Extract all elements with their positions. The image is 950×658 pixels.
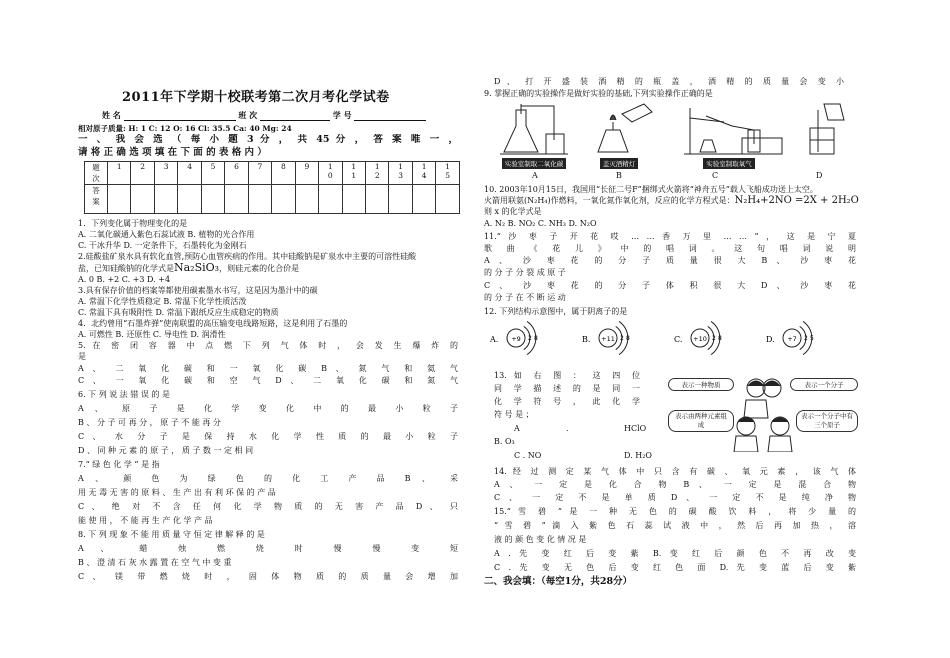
- electron-count: 2: [528, 335, 532, 342]
- question-number-cell: 3: [154, 162, 177, 185]
- class-label: 班 次: [238, 110, 258, 120]
- q13-option-b: B. O₃: [494, 437, 515, 446]
- fig-letter-b: B: [616, 171, 622, 180]
- question-number-cell: 6: [225, 162, 248, 185]
- ion-diagram: [489, 321, 538, 354]
- q8-option-a: A 、 蜡 烛 燃 烧 时 慢 慢 变 短: [78, 544, 458, 553]
- class-blank[interactable]: [260, 111, 330, 121]
- q4-options: A. 可燃性 B. 还原性 C. 导电性 D. 润滑性: [78, 330, 226, 339]
- q10-options: A. N₂ B. NO₂ C. NH₃ D. N₂O: [484, 219, 597, 228]
- question-number-cell: 1 5: [436, 162, 460, 185]
- q4-stem: 4．北约曾用“石墨炸弹”使南联盟的高压输变电线路短路，这是利用了石墨的: [78, 319, 348, 328]
- ion-option-letter: C.: [674, 335, 683, 344]
- q5-stem: 5. 在 密 闭 容 器 中 点 燃 下 列 气 体 时 ， 会 发 生 爆 炸 的: [78, 341, 458, 350]
- nucleus-charge: +9: [511, 335, 521, 343]
- q3-options-cd: C. 常温下具有吸附性 D. 常温下跟纸反应生成稳定的物质: [78, 308, 279, 317]
- question-number-cell: 1 4: [412, 162, 435, 185]
- q13-stem-line2: 同 学 描 述 的 是 同 一: [494, 384, 640, 393]
- electron-count: 2: [804, 335, 808, 342]
- q1-stem: 1．下列变化属于物理变化的是: [78, 219, 188, 228]
- q8-option-c: C 、 镁 带 燃 烧 时 ， 固 体 物 质 的 质 量 会 增 加: [78, 572, 458, 581]
- electron-count: 5: [810, 335, 814, 342]
- q11-stem: 11.“ 沙 枣 子 开 花 哎 … … 香 万 里 … … ” ， 这 是 宁 夏: [484, 232, 856, 241]
- q3-stem: 3.具有保存价值的档案等都使用碳素墨水书写，这是因为墨汁中的碳: [78, 286, 318, 295]
- question-number-cell: 1 0: [319, 162, 342, 185]
- q11-option-cd: C 、 沙 枣 花 的 分 子 体 积 很 大 D 、 沙 枣 花: [484, 281, 856, 290]
- q6-option-d: D 、 同 种 元 素 的 原 子 ， 质 子 数 一 定 相 同: [78, 446, 254, 455]
- q9-figures: [494, 100, 854, 178]
- q9-stem: 9. 掌握正确的实验操作是做好实验的基础,下列实验操作正确的是: [484, 89, 713, 98]
- q13-option-a-dot: .: [566, 424, 569, 433]
- q7-option-d-cont: 能 使 用 ， 不 能 再 生 产 化 学 产 品: [78, 516, 213, 525]
- q13-stem-line4: 符 号 是 ；: [494, 410, 534, 419]
- ion-diagram: [582, 321, 630, 354]
- q13-stem-line3: 化 学 符 号 ， 此 化 学: [494, 397, 640, 406]
- sodium-silicate-formula: Na₂SiO₃: [174, 261, 220, 274]
- q7-option-ab: A 、 颜 色 为 绿 色 的 化 工 产 品 B 、 采: [78, 474, 458, 483]
- student-info: [102, 110, 426, 121]
- electron-count: 2: [620, 335, 624, 342]
- question-number-cell: 1 2: [365, 162, 388, 185]
- apparatus-drawings: [494, 100, 854, 162]
- q10-ask: 则 x 的化学式是: [484, 207, 542, 216]
- electron-count: 8: [718, 335, 722, 342]
- q14-option-cd: C 、 一 定 不 是 单 质 D 、 一 定 不 是 纯 净 物: [494, 493, 856, 502]
- q6-option-c: C 、 水 分 子 是 保 持 水 化 学 性 质 的 最 小 粒 子: [78, 432, 458, 441]
- name-label: 姓 名: [102, 110, 121, 120]
- q13-option-a-formula: HClO: [624, 424, 647, 433]
- question-number-cell: 4: [178, 162, 201, 185]
- section2-heading: 二、我会填：（每空1分，共28分）: [484, 576, 633, 587]
- fig-letter-d: D: [816, 171, 823, 180]
- fig-a-caption: 实验室制取二氧化碳: [502, 158, 567, 169]
- q15-option-cd: C . 先 变 无 色 后 变 红 色 面 D. 先 变 蓝 后 变 紫: [494, 563, 856, 572]
- nucleus-charge: +11: [601, 335, 615, 343]
- q10-stem-line2: 火箭用联氨(N₂H₄)作燃料，一氧化氮作氧化剂，反应的化学方程式是：N₂H₄+2NO =2X + 2H₂O: [484, 195, 859, 206]
- oxygen-apparatus: [684, 108, 782, 154]
- q14-stem: 14. 经 过 测 定 某 气 体 中 只 含 有 碳 、 氧 元 素 ， 该 气 体: [494, 467, 856, 476]
- question-number-cell: 5: [201, 162, 224, 185]
- fig-c: [689, 158, 769, 169]
- q13-option-a: A: [514, 424, 520, 433]
- nucleus-charge: +10: [693, 335, 707, 343]
- q8-option-b: B 、 澄 清 石 灰 水 露 置 在 空 气 中 变 重: [78, 558, 232, 567]
- q13-stem: 13. 如 右 图 ： 这 四 位: [494, 371, 640, 380]
- q6-stem: 6. 下 列 说 法 错 误 的 是: [78, 390, 170, 399]
- q8-stem: 8. 下 列 现 象 不 能 用 质 量 守 恒 定 律 解 释 的 是: [78, 530, 265, 539]
- table-label: 题 次: [85, 162, 108, 185]
- electron-count: 2: [712, 335, 716, 342]
- q15-option-ab: A . 先 变 红 后 变 紫 B. 变 红 后 颜 色 不 再 改 变: [494, 549, 856, 558]
- question-number-cell: 2: [131, 162, 154, 185]
- answer-cell[interactable]: [272, 185, 295, 214]
- q11-option-b-cont: 的 分 子 分 裂 成 原 子: [484, 268, 566, 277]
- q5-options-ab: A 、 二 氧 化 碳 和 一 氧 化 碳 B 、 氮 气 和 氦 气: [78, 364, 458, 373]
- q5-stem-end: 是: [78, 352, 86, 361]
- q1-options-cd: C. 干冰升华 D. 一定条件下，石墨转化为金刚石: [78, 241, 247, 250]
- question-number-cell: 8: [272, 162, 295, 185]
- q6-option-b: B 、 分 子 可 再 分 ， 原 子 不 能 再 分: [78, 418, 221, 427]
- fig-a: [494, 158, 574, 169]
- pouring-beaker: [810, 104, 844, 154]
- q3-options-ab: A. 常温下化学性质稳定 B. 常温下化学性质活泼: [78, 297, 247, 306]
- answer-cell[interactable]: [201, 185, 224, 214]
- question-number-cell: 9: [295, 162, 318, 185]
- question-number-cell: 7: [248, 162, 271, 185]
- flask-apparatus: [500, 104, 568, 154]
- answer-cell[interactable]: [295, 185, 318, 214]
- bubble-molecule: 表示一个分子: [790, 378, 858, 391]
- q11-option-ab: A 、 沙 枣 花 的 分 子 质 量 很 大 B 、 沙 枣 花: [484, 256, 856, 265]
- q15-stem: 15.“ 雪 碧 ” 是 一 种 无 色 的 碳 酸 饮 料 ， 将 少 量 的: [494, 507, 856, 516]
- number-blank[interactable]: [354, 111, 426, 121]
- fig-c-caption: 实验室制取氧气: [703, 158, 755, 169]
- q10-equation: N₂H₄+2NO =2X + 2H₂O: [734, 195, 859, 206]
- q15-stem-line2: “ 雪 碧 ” 滴 入 紫 色 石 蕊 试 液 中 ， 然 后 再 加 热 ， 溶: [494, 521, 856, 530]
- nucleus-charge: +7: [787, 335, 797, 343]
- q13-figure: [668, 372, 858, 452]
- answer-cell[interactable]: [131, 185, 154, 214]
- q11-stem-line2: 歌 曲 《 花 儿 》 中 的 唱 词 。 这 句 唱 词 说 明: [484, 244, 856, 253]
- ion-diagrams: [484, 318, 844, 358]
- q11-option-d-cont: 的 分 子 在 不 断 运 动: [484, 293, 566, 302]
- q6-option-a: A 、 原 子 是 化 学 变 化 中 的 最 小 粒 子: [78, 404, 458, 413]
- answer-cell[interactable]: [342, 185, 365, 214]
- answer-cell[interactable]: [319, 185, 342, 214]
- answer-cell[interactable]: [389, 185, 412, 214]
- answer-cell[interactable]: [248, 185, 271, 214]
- answer-cell[interactable]: [225, 185, 248, 214]
- ion-diagram: [766, 321, 814, 354]
- section1-heading-line2: 请 将 正 确 选 项 填 在 下 面 的 表 格 内 ）: [78, 147, 267, 158]
- q7-option-cd: C 、 绝 对 不 含 任 何 化 学 物 质 的 无 害 产 品 D 、 只: [78, 502, 458, 511]
- answer-cell[interactable]: [436, 185, 460, 214]
- q2-stem: 2.硅酸盐矿泉水具有软化血管,预防心血管疾病的作用。其中硅酸钠是矿泉水中主要的可溶性硅酸: [78, 252, 417, 261]
- fig-letter-a: A: [532, 171, 538, 180]
- q8-option-d: D 、 打 开 盛 装 酒 精 的 瓶 盖 ， 酒 精 的 质 量 会 变 小: [494, 77, 844, 86]
- q13-option-d: D. H₂O: [624, 451, 652, 460]
- ion-option-letter: D.: [766, 335, 775, 344]
- fig-b: [589, 158, 649, 169]
- q7-stem: 7.“ 绿 色 化 学 ” 是 指: [78, 460, 160, 469]
- exam-title: 2011年下学期十校联考第二次月考化学试卷: [122, 90, 390, 105]
- answer-cell[interactable]: [108, 185, 131, 214]
- section1-heading-line1: 一 、 我 会 选 （ 每 小 题 3 分 ， 共 45 分 ， 答 案 唯 一 ，: [78, 134, 458, 145]
- alcohol-lamp: [598, 104, 652, 152]
- answer-cell[interactable]: [365, 185, 388, 214]
- q15-stem-line3: 液 的 颜 色 变 化 情 况 是: [494, 535, 587, 544]
- name-blank[interactable]: [124, 111, 236, 121]
- answer-cell[interactable]: [412, 185, 435, 214]
- question-number-cell: 1 3: [389, 162, 412, 185]
- atomic-mass-line: 相对原子质量: H: 1 C: 12 O: 16 Cl: 35.5 Ca: 40 Mg: 24: [78, 124, 292, 133]
- q5-options-cd: C 、 一 氧 化 碳 和 空 气 D 、 二 氧 化 碳 和 氮 气: [78, 376, 458, 385]
- table-label: 答 案: [85, 185, 108, 214]
- bubble-two-elements: 表示由两种元素组成: [668, 410, 734, 432]
- ion-option-letter: A.: [490, 335, 499, 344]
- q14-option-ab: A 、 一 定 是 化 合 物 B 、 一 定 是 混 合 物: [494, 480, 856, 489]
- electron-count: 8: [534, 335, 538, 342]
- q7-option-b-cont: 用 无 毒 无 害 的 原 料 、 生 产 出 有 利 环 保 的 产 品: [78, 488, 276, 497]
- q2-stem-line2: 盐，已知硅酸钠的化学式是Na₂SiO₃，则硅元素的化合价是: [78, 261, 300, 274]
- q10-stem: 10. 2003年10月15日，我国用“长征二号F”捆绑式火箭将“神舟五号”载人飞船成功送上太空。: [484, 185, 818, 194]
- q13-option-c: C . NO: [514, 451, 542, 460]
- ion-option-letter: B.: [582, 335, 591, 344]
- bubble-three-atoms: 表示一个分子中有三个原子: [796, 410, 858, 432]
- number-label: 学 号: [332, 110, 352, 120]
- answer-cell[interactable]: [178, 185, 201, 214]
- question-number-cell: 1 1: [342, 162, 365, 185]
- answer-cell[interactable]: [154, 185, 177, 214]
- bubble-substance: 表示一种物质: [668, 378, 734, 391]
- q1-options-ab: A. 二氧化碳通入紫色石蕊试液 B. 植物的光合作用: [78, 230, 255, 239]
- ion-diagram: [674, 321, 722, 354]
- fig-b-caption: 盖灭酒精灯: [600, 158, 639, 169]
- answer-table: [84, 161, 460, 214]
- q2-options: A. 0 B. +2 C. +3 D. +4: [78, 275, 171, 284]
- fig-letter-c: C: [712, 171, 719, 180]
- question-number-cell: 1: [108, 162, 131, 185]
- electron-count: 8: [626, 335, 630, 342]
- q12-stem: 12. 下列结构示意图中，属于阴离子的是: [484, 307, 628, 316]
